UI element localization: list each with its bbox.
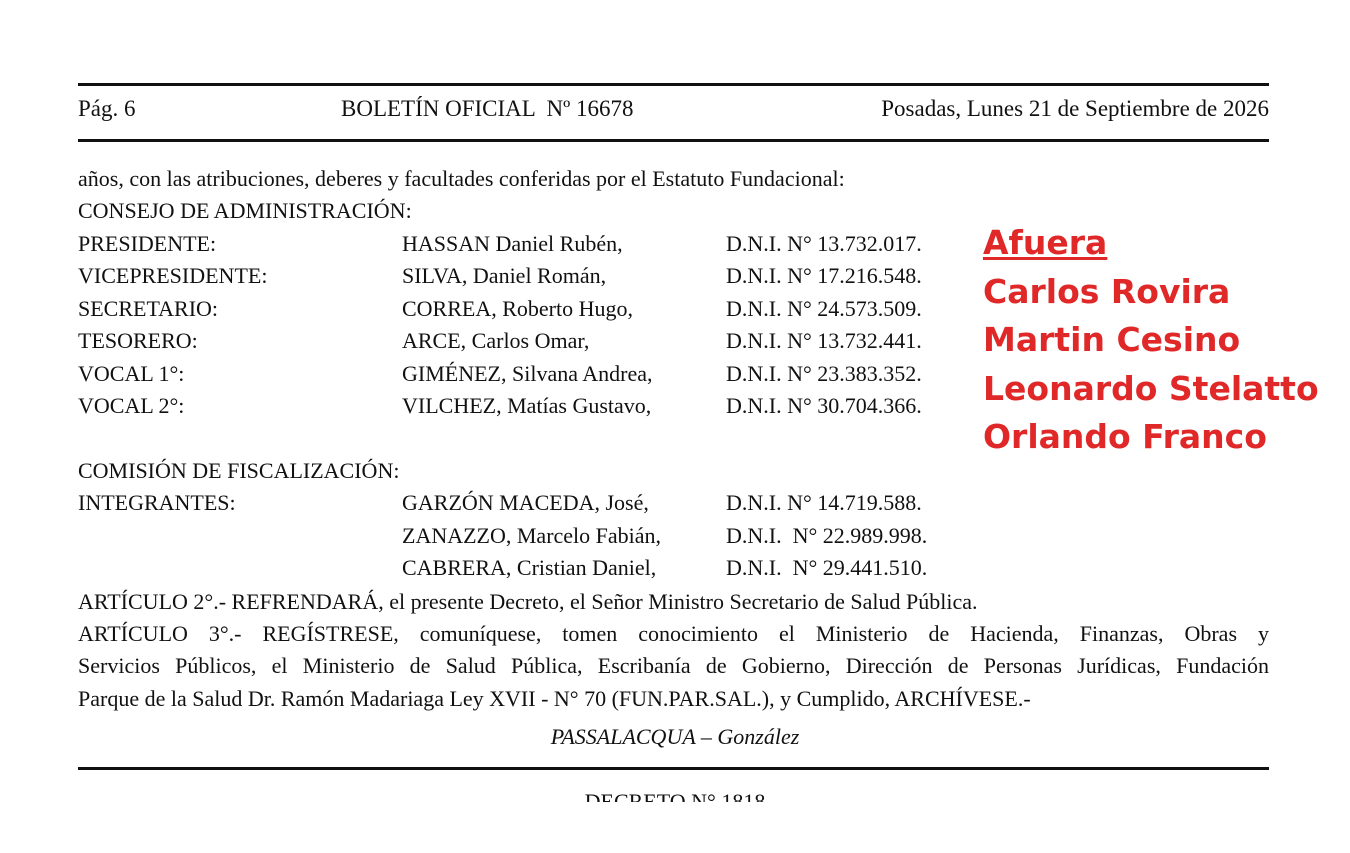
fiscal-member-dni: D.N.I. N° 29.441.510. [726, 555, 928, 580]
overlay-name: Orlando Franco [983, 417, 1267, 456]
council-role: PRESIDENTE: [78, 231, 217, 256]
council-member-dni: D.N.I. N° 23.383.352. [726, 361, 922, 386]
fiscal-member-dni: D.N.I. N° 14.719.588. [726, 490, 922, 515]
signature: PASSALACQUA – González [550, 724, 800, 749]
fiscal-role: INTEGRANTES: [78, 490, 236, 515]
council-member-name: CORREA, Roberto Hugo, [402, 296, 633, 321]
fiscal-member-dni: D.N.I. N° 22.989.998. [726, 523, 928, 548]
council-member-name: SILVA, Daniel Román, [402, 263, 607, 288]
overlay-title: Afuera [983, 223, 1108, 262]
header-bottom-rule [78, 139, 1269, 142]
council-member-dni: D.N.I. N° 13.732.017. [726, 231, 922, 256]
page-number: Pág. 6 [78, 96, 136, 121]
fiscal-member-name: GARZÓN MACEDA, José, [402, 490, 649, 515]
council-member-name: GIMÉNEZ, Silvana Andrea, [402, 361, 653, 386]
council-role: VICEPRESIDENTE: [78, 263, 268, 288]
council-role: TESORERO: [78, 328, 198, 353]
council-member-dni: D.N.I. N° 30.704.366. [726, 393, 922, 418]
council-role: VOCAL 1°: [78, 361, 185, 386]
article-3-last-line: Parque de la Salud Dr. Ramón Madariaga Ley XVII - N° 70 (FUN.PAR.SAL.), y Cumplido, ARCHÍVESE.- [78, 686, 1031, 711]
intro-line: años, con las atribuciones, deberes y facultades conferidas por el Estatuto Fundacional: [78, 166, 845, 191]
article-2: ARTÍCULO 2°.- REFRENDARÁ, el presente Decreto, el Señor Ministro Secretario de Salud Pública. [78, 589, 978, 614]
overlay-name: Leonardo Stelatto [983, 369, 1319, 408]
publication-date: Posadas, Lunes 21 de Septiembre de 2026 [881, 96, 1269, 121]
fiscal-heading: COMISIÓN DE FISCALIZACIÓN: [78, 458, 400, 483]
fiscal-member-name: ZANAZZO, Marcelo Fabián, [402, 523, 662, 548]
overlay-name: Carlos Rovira [983, 272, 1231, 311]
article-3-line: Servicios Públicos, el Ministerio de Salud Pública, Escribanía de Gobierno, Dirección de Personas Jurídicas, Fundación [78, 653, 1269, 678]
section-rule [78, 767, 1269, 770]
overlay-name: Martin Cesino [983, 320, 1241, 359]
council-role: VOCAL 2°: [78, 393, 185, 418]
council-member-name: ARCE, Carlos Omar, [402, 328, 590, 353]
publication-title: BOLETÍN OFICIAL Nº 16678 [341, 96, 634, 121]
council-heading: CONSEJO DE ADMINISTRACIÓN: [78, 198, 412, 223]
council-member-dni: D.N.I. N° 24.573.509. [726, 296, 922, 321]
council-role: SECRETARIO: [78, 296, 219, 321]
council-member-name: VILCHEZ, Matías Gustavo, [402, 393, 652, 418]
header-top-rule [78, 83, 1269, 86]
council-member-dni: D.N.I. N° 13.732.441. [726, 328, 922, 353]
article-3-line: ARTÍCULO 3°.- REGÍSTRESE, comuníquese, tomen conocimiento el Ministerio de Hacienda, Finanzas, Obras y [78, 621, 1269, 646]
council-member-name: HASSAN Daniel Rubén, [402, 231, 623, 256]
council-member-dni: D.N.I. N° 17.216.548. [726, 263, 922, 288]
fiscal-member-name: CABRERA, Cristian Daniel, [402, 555, 657, 580]
page-crop-mask [0, 802, 1350, 853]
